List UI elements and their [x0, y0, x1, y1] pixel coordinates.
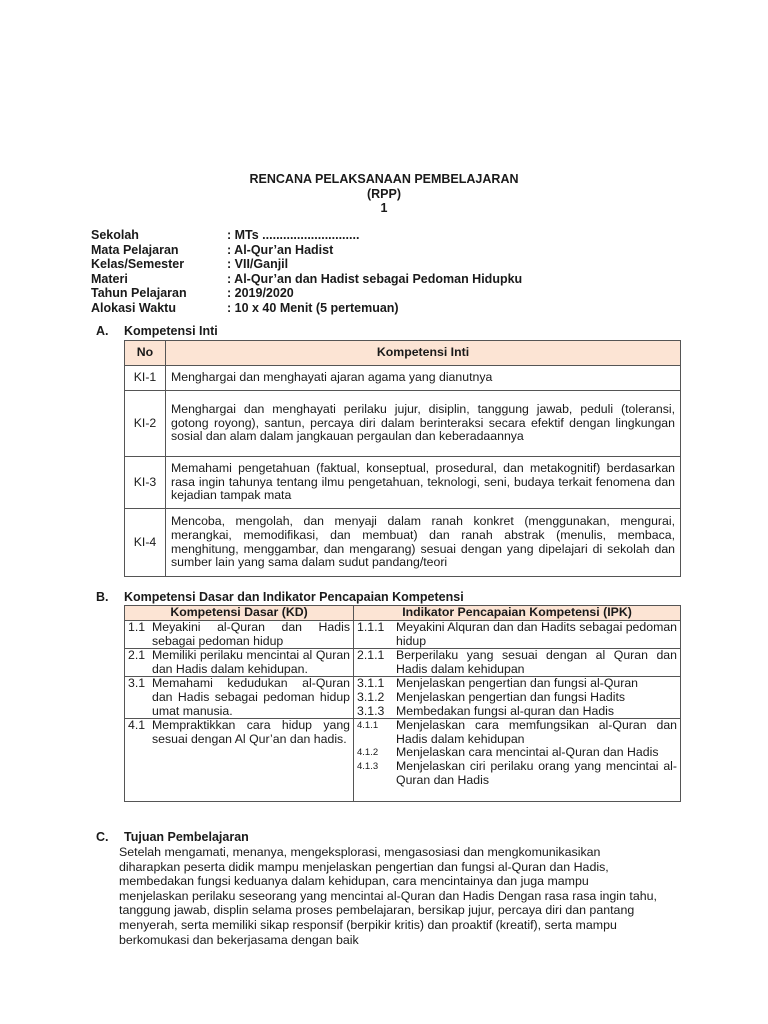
section-c-heading	[96, 830, 249, 844]
ipk-item	[357, 719, 677, 746]
ipk-text: Membedakan fungsi al-quran dan Hadis	[396, 703, 615, 718]
kd-item	[128, 621, 350, 648]
identity-value: : Al-Qur’an dan Hadist sebagai Pedoman Hidupku	[227, 271, 523, 286]
identity-label: Tahun Pelajaran	[91, 286, 187, 301]
section-letter: C.	[96, 830, 109, 844]
identity-row	[91, 301, 522, 316]
ipk-text: Menjelaskan ciri perilaku orang yang mencintai al-Quran dan Hadis	[396, 758, 677, 787]
ipk-text: Menjelaskan cara memfungsikan al-Quran dan Hadis dalam kehidupan	[396, 718, 677, 746]
identity-label: Sekolah	[91, 228, 139, 242]
ipk-text: Meyakini Alquran dan dan Hadits sebagai pedoman hidup	[396, 620, 677, 648]
table-row	[125, 509, 681, 577]
identity-row	[91, 257, 522, 272]
identity-row	[91, 286, 522, 301]
section-title: Kompetensi Inti	[124, 324, 218, 338]
kd-cell	[125, 719, 354, 802]
document-title	[0, 172, 768, 216]
kd-number: 1.1	[128, 620, 146, 634]
table-header-row	[125, 341, 681, 366]
ki-text: Memahami pengetahuan (faktual, konseptual, prosedural, dan metakognitif) berdasarkan rasa ingin tahunya tentang ilmu pengetahuan, teknologi, seni, budaya terkait fenomena dan kejadian tampak mata	[166, 457, 681, 509]
ipk-number: 2.1.1	[357, 648, 385, 663]
ki-text: Mencoba, mengolah, dan menyaji dalam ranah konkret (menggunakan, mengurai, merangkai, memodifikasi, dan membuat) dan ranah abstrak (menulis, membaca, menghitung, menggambar, dan mengarang) sesuai dengan yang dipelajari di sekolah dan sumber lain yang sama dalam sudut pandang/teori	[166, 509, 681, 577]
section-title: Tujuan Pembelajaran	[124, 830, 249, 844]
kd-item	[128, 719, 350, 746]
column-header-no: No	[125, 341, 166, 366]
section-a-heading	[96, 324, 218, 338]
ipk-item	[357, 691, 677, 705]
identity-value: : 10 x 40 Menit (5 pertemuan)	[227, 300, 399, 315]
table-header-row	[125, 606, 681, 621]
ipk-number: 4.1.3	[357, 760, 379, 772]
kd-number: 2.1	[128, 648, 146, 663]
ipk-number: 4.1.1	[357, 720, 379, 732]
identity-row	[91, 243, 522, 258]
column-header-kd: Kompetensi Dasar (KD)	[125, 606, 354, 621]
ki-number: KI-3	[125, 457, 166, 509]
ipk-number: 3.1.2	[357, 689, 385, 704]
table-row	[125, 677, 681, 719]
ki-text: Menghargai dan menghayati perilaku jujur, disiplin, tanggung jawab, peduli (toleransi, gotong royong), santun, percaya diri dalam berinteraksi secara efektif dengan lingkungan sosial dan alam dalam jangkauan pergaulan dan keberadaannya	[166, 391, 681, 457]
identity-label: Kelas/Semester	[91, 257, 185, 272]
ipk-item	[357, 621, 677, 648]
title-line-1: RENCANA PELAKSANAAN PEMBELAJARAN	[249, 172, 519, 186]
kd-cell	[125, 621, 354, 649]
identity-label: Mata Pelajaran	[91, 242, 179, 257]
section-title: Kompetensi Dasar dan Indikator Pencapaian Kompetensi	[124, 590, 464, 604]
identity-label: Alokasi Waktu	[91, 300, 176, 315]
identity-value: : Al-Qur’an Hadist	[227, 242, 334, 257]
table-row	[125, 391, 681, 457]
section-letter: B.	[96, 590, 109, 604]
table-row	[125, 366, 681, 391]
title-line-2: (RPP)	[366, 186, 402, 201]
tujuan-paragraph: Setelah mengamati, menanya, mengeksplorasi, mengasosiasi dan mengkomunikasikan diharapkan peserta didik mampu menjelaskan pengertian dan fungsi al-Quran dan Hadis, membedakan fungsi keduanya dalam kehidupan, cara mencintainya dan juga mampu menjelaskan perilaku seseorang yang mencintai al-Quran dan Hadis Dengan rasa rasa ingin tahu, tanggung jawab, displin selama proses pembelajaran, bersikap jujur, percaya diri dan pantang menyerah, serta memiliki sikap responsif (berpikir kritis) dan proaktif (kreatif), serta mampu berkomukasi dan bekerjasama dengan baik	[119, 845, 657, 947]
identity-value: : VII/Ganjil	[227, 257, 289, 272]
kd-cell	[125, 649, 354, 677]
ki-number: KI-2	[125, 391, 166, 457]
ipk-text: Menjelaskan cara mencintai al-Quran dan Hadis	[396, 745, 659, 760]
kd-item	[128, 677, 350, 718]
table-row	[125, 457, 681, 509]
column-header-ipk: Indikator Pencapaian Kompetensi (IPK)	[354, 606, 681, 621]
ipk-item	[357, 649, 677, 676]
ipk-item	[357, 705, 677, 719]
ki-number: KI-1	[125, 366, 166, 391]
title-line-3: 1	[380, 201, 388, 215]
kd-text: Memiliki perilaku mencintai al Quran dan Hadis dalam kehidupan.	[152, 648, 350, 676]
table-row	[125, 649, 681, 677]
ipk-item	[357, 746, 677, 760]
kd-text: Mempraktikkan cara hidup yang sesuai dengan Al Qur’an dan hadis.	[152, 718, 350, 746]
identity-row	[91, 228, 522, 243]
ipk-text: Menjelaskan pengertian dan fungsi Hadits	[396, 689, 626, 704]
ipk-cell	[354, 649, 681, 677]
ki-text: Menghargai dan menghayati ajaran agama yang dianutnya	[166, 366, 681, 391]
section-b-heading	[96, 590, 464, 604]
kd-number: 4.1	[128, 718, 146, 733]
ipk-number: 4.1.2	[357, 747, 379, 759]
identity-value: : 2019/2020	[227, 286, 294, 301]
ipk-cell	[354, 719, 681, 802]
kd-cell	[125, 677, 354, 719]
ipk-cell	[354, 677, 681, 719]
kd-text: Meyakini al-Quran dan Hadis sebagai pedoman hidup	[152, 620, 350, 648]
ipk-number: 3.1.3	[357, 703, 385, 718]
ipk-text: Berperilaku yang sesuai dengan al Quran dan Hadis dalam kehidupan	[396, 648, 677, 676]
kd-ipk-table	[124, 605, 681, 802]
identity-row	[91, 272, 522, 287]
ipk-number: 3.1.1	[357, 676, 385, 691]
identity-value: : MTs ............................	[227, 228, 360, 242]
table-row	[125, 621, 681, 649]
kompetensi-inti-table	[124, 340, 681, 577]
kd-text: Memahami kedudukan al-Quran dan Hadis sebagai pedoman hidup umat manusia.	[152, 676, 350, 718]
column-header-ki: Kompetensi Inti	[166, 341, 681, 366]
ipk-item	[357, 760, 677, 787]
table-row	[125, 719, 681, 802]
ipk-number: 1.1.1	[357, 620, 385, 634]
ipk-item	[357, 677, 677, 691]
ipk-text: Menjelaskan pengertian dan fungsi al-Quran	[396, 676, 638, 691]
identity-label: Materi	[91, 271, 128, 286]
ipk-cell	[354, 621, 681, 649]
kd-item	[128, 649, 350, 676]
section-letter: A.	[96, 324, 109, 338]
kd-number: 3.1	[128, 676, 146, 691]
ki-number: KI-4	[125, 509, 166, 577]
identity-block	[91, 228, 522, 316]
